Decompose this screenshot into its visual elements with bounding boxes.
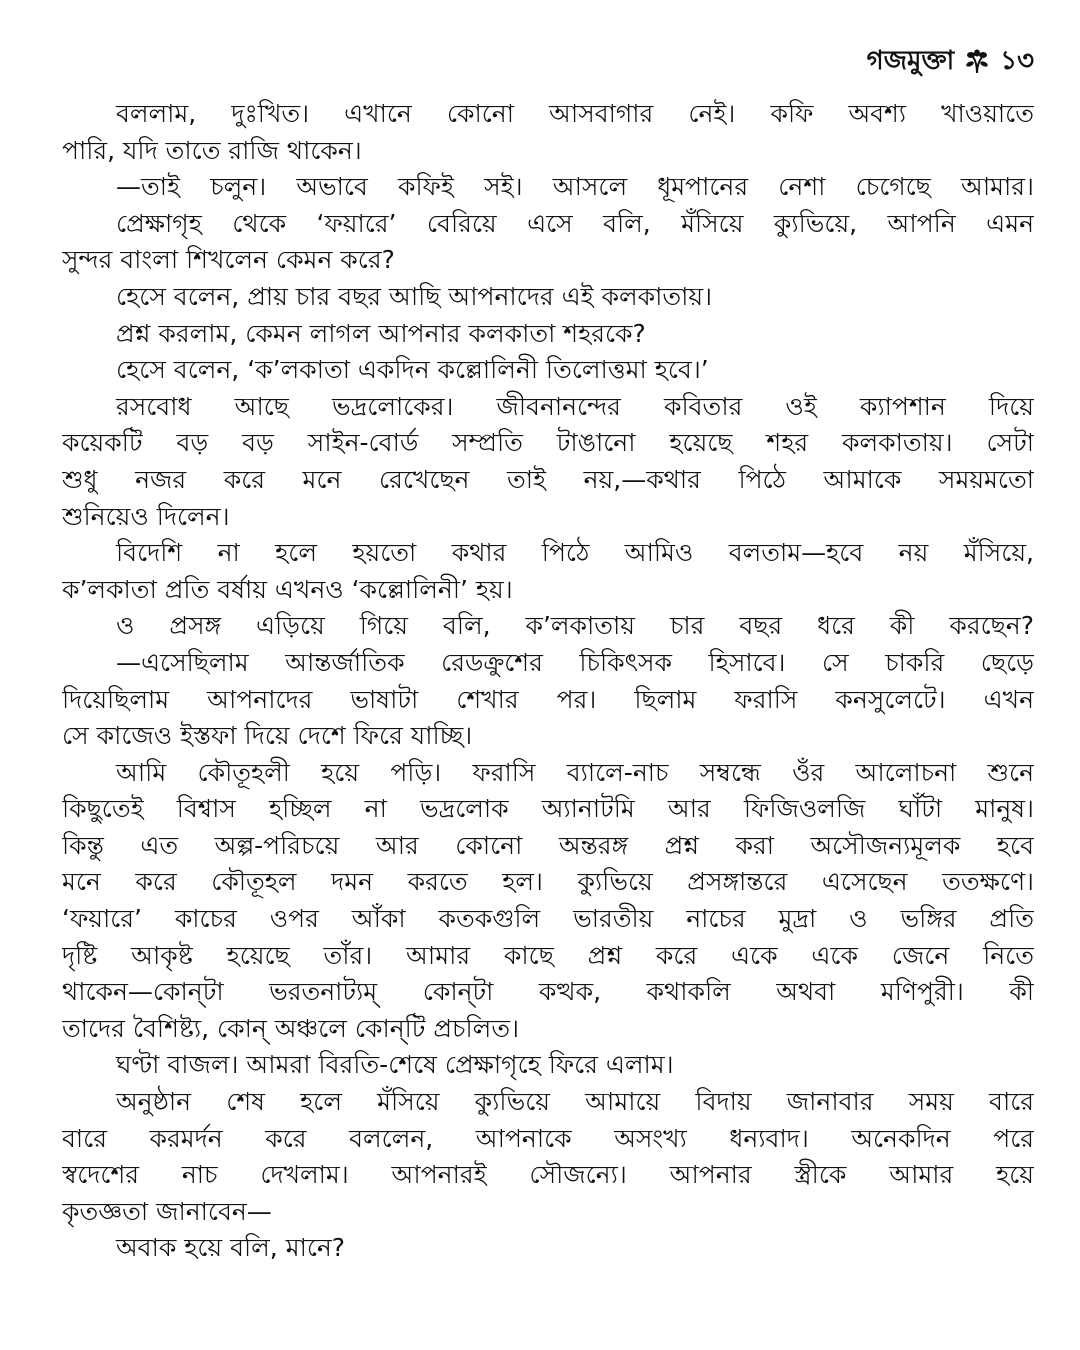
body-text — [62, 96, 1034, 1267]
text-line: শুধু নজর করে মনে রেখেছেন তাই নয়,—কথার পিঠে আমাকে সময়মতো — [62, 464, 1034, 494]
text-line: ক’লকাতা প্রতি বর্ষায় এখনও ‘কল্লোলিনী’ হয়। — [62, 574, 513, 604]
text-line: ঘণ্টা বাজল। আমরা বিরতি-শেষে প্রেক্ষাগৃহে ফিরে এলাম। — [116, 1050, 674, 1080]
book-title: গজমুক্তা — [866, 46, 955, 76]
text-line: পারি, যদি তাতে রাজি থাকেন। — [62, 135, 362, 165]
text-line: হেসে বলেন, ‘ক’লকাতা একদিন কল্লোলিনী তিলোত্তমা হবে।’ — [116, 355, 709, 385]
text-line: বললাম, দুঃখিত। এখানে কোনো আসবাগার নেই। কফি অবশ্য খাওয়াতে — [116, 99, 1034, 128]
page-number: ১৩ — [1000, 46, 1034, 76]
text-line: অনুষ্ঠান শেষ হলে মঁসিয়ে ক্যুভিয়ে আমায়ে বিদায় জানাবার সময় বারে — [116, 1087, 1034, 1117]
text-line: দিয়েছিলাম আপনাদের ভাষাটা শেখার পর। ছিলাম ফরাসি কনসুলেটে। এখন — [62, 684, 1034, 714]
text-line: বারে করমর্দন করে বললেন, আপনাকে অসংখ্য ধন্যবাদ। অনেকদিন পরে — [62, 1123, 1034, 1153]
text-line: অবাক হয়ে বলি, মানে? — [116, 1233, 346, 1263]
text-line: শুনিয়েও দিলেন। — [62, 501, 230, 531]
text-line: হেসে বলেন, প্রায় চার বছর আছি আপনাদের এই কলকাতায়। — [116, 281, 713, 311]
text-line: কিছুতেই বিশ্বাস হচ্ছিল না ভদ্রলোক অ্যানাটমি আর ফিজিওলজি ঘাঁটা মানুষ। — [62, 794, 1034, 824]
text-line: কিন্তু এত অল্প-পরিচয়ে আর কোনো অন্তরঙ্গ প্রশ্ন করা অসৌজন্যমূলক হবে — [62, 830, 1034, 860]
text-line: ও প্রসঙ্গ এড়িয়ে গিয়ে বলি, ক’লকাতায় চার বছর ধরে কী করছেন? — [116, 611, 1034, 641]
text-line: কয়েকটি বড় বড় সাইন-বোর্ড সম্প্রতি টাঙানো হয়েছে শহর কলকাতায়। সেটা — [62, 428, 1034, 458]
floral-ornament-icon — [964, 49, 990, 75]
text-line: রসবোধ আছে ভদ্রলোকের। জীবনানন্দের কবিতার ওই ক্যাপশান দিয়ে — [116, 391, 1034, 421]
running-head — [867, 40, 1034, 84]
text-line: ‘ফয়ারে’ কাচের ওপর আঁকা কতকগুলি ভারতীয় নাচের মুদ্রা ও ভঙ্গির প্রতি — [62, 904, 1034, 934]
text-line: মনে করে কৌতূহল দমন করতে হল। ক্যুভিয়ে প্রসঙ্গান্তরে এসেছেন ততক্ষণে। — [62, 867, 1034, 897]
text-line: —এসেছিলাম আন্তর্জাতিক রেডক্রুশের চিকিৎসক হিসাবে। সে চাকরি ছেড়ে — [116, 647, 1034, 677]
text-line: —তাই চলুন। অভাবে কফিই সই। আসলে ধূমপানের নেশা চেগেছে আমার। — [116, 172, 1034, 202]
text-line: স্বদেশের নাচ দেখলাম। আপনারই সৌজন্যে। আপনার স্ত্রীকে আমার হয়ে — [62, 1160, 1034, 1190]
text-line: থাকেন—কোন্‌টা ভরতনাট্যম্‌ কোন্‌টা কত্থক, কথাকলি অথবা মণিপুরী। কী — [62, 977, 1034, 1007]
text-line: তাদের বৈশিষ্ট্য, কোন্‌ অঞ্চলে কোন্‌টি প্রচলিত। — [62, 1013, 520, 1043]
text-line: কৃতজ্ঞতা জানাবেন— — [62, 1196, 272, 1226]
text-line: প্রেক্ষাগৃহ থেকে ‘ফয়ারে’ বেরিয়ে এসে বলি, মঁসিয়ে ক্যুভিয়ে, আপনি এমন — [116, 208, 1034, 238]
text-line: প্রশ্ন করলাম, কেমন লাগল আপনার কলকাতা শহরকে? — [116, 318, 646, 348]
text-line: সুন্দর বাংলা শিখলেন কেমন করে? — [62, 245, 395, 275]
text-line: দৃষ্টি আকৃষ্ট হয়েছে তাঁর। আমার কাছে প্রশ্ন করে একে একে জেনে নিতে — [62, 940, 1034, 970]
text-line: বিদেশি না হলে হয়তো কথার পিঠে আমিও বলতাম—হবে নয় মঁসিয়ে, — [116, 538, 1034, 568]
text-line: আমি কৌতূহলী হয়ে পড়ি। ফরাসি ব্যালে-নাচ সম্বন্ধে ওঁর আলোচনা শুনে — [116, 757, 1034, 787]
text-line: সে কাজেও ইস্তফা দিয়ে দেশে ফিরে যাচ্ছি। — [62, 721, 473, 751]
